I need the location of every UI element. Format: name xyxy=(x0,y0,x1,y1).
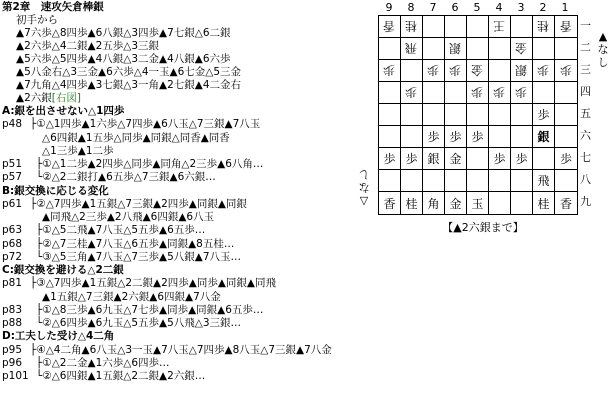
variation-line: ├②△7三桂▲7八玉△6五歩▲同銀▲8五桂… xyxy=(36,237,235,250)
sente-piece: 角 xyxy=(427,196,440,211)
row-label: 二 xyxy=(580,41,591,54)
board-square xyxy=(445,126,467,148)
board-square xyxy=(379,170,401,192)
board-square xyxy=(401,16,423,38)
intro-line: 初手から xyxy=(16,14,58,26)
sente-piece: 歩 xyxy=(515,152,528,166)
variation-line: ├①△1二歩▲2四歩△同歩▲同角△2三歩▲6八角… xyxy=(36,158,264,170)
sente-piece: 香 xyxy=(559,196,572,211)
sente-piece: 銀 xyxy=(427,152,440,166)
variation-line: └②△6四銀▲1五銀△2二銀▲2六銀… xyxy=(36,370,206,382)
sente-piece: 桂 xyxy=(537,196,550,211)
board-square xyxy=(379,148,401,170)
gote-piece: 桂 xyxy=(405,19,418,33)
board-square xyxy=(423,104,445,126)
board-square xyxy=(379,82,401,104)
board-square xyxy=(511,82,533,104)
board-square xyxy=(533,192,555,214)
board-square xyxy=(423,82,445,104)
row-label: 一 xyxy=(580,19,591,32)
board-square xyxy=(445,60,467,82)
section-heading: C:銀交換を避ける△2二銀 xyxy=(2,264,124,276)
gote-piece: 香 xyxy=(383,19,396,33)
board-square xyxy=(401,126,423,148)
sente-piece: 歩 xyxy=(493,152,506,166)
board-square xyxy=(533,16,555,38)
gote-piece: 歩 xyxy=(383,63,396,77)
page-ref: p95 xyxy=(2,343,23,356)
gote-hand xyxy=(596,30,610,69)
board-square xyxy=(379,16,401,38)
variation-line: └③△5三角▲7八玉△7三歩▲5八銀▲7八玉… xyxy=(36,250,242,263)
page-ref: p72 xyxy=(2,250,23,263)
board-square xyxy=(533,126,555,148)
column-label: 3 xyxy=(517,1,525,14)
variation-line: ├①△8三歩▲6九玉△7七歩▲同歩▲同銀▲6五歩… xyxy=(36,303,264,316)
board-square xyxy=(489,126,511,148)
gote-piece: 銀 xyxy=(515,63,528,77)
gote-piece: 歩 xyxy=(449,63,462,77)
sente-piece: 香 xyxy=(383,196,396,211)
board-square xyxy=(555,104,577,126)
board-square xyxy=(445,104,467,126)
board-square xyxy=(379,104,401,126)
board-square xyxy=(555,170,577,192)
board-square xyxy=(379,60,401,82)
board-square xyxy=(423,192,445,214)
board-square xyxy=(445,148,467,170)
intro-tag: [右図] xyxy=(51,92,81,104)
section-heading: B:銀交換に応じる変化 xyxy=(2,184,109,197)
row-label: 五 xyxy=(580,107,591,120)
board-square xyxy=(533,104,555,126)
row-label: 三 xyxy=(580,63,591,76)
board-square xyxy=(511,148,533,170)
board-square xyxy=(489,60,511,82)
board-square xyxy=(511,170,533,192)
column-label: 5 xyxy=(473,1,481,14)
page-ref: p101 xyxy=(2,370,29,382)
row-label: 九 xyxy=(580,195,591,208)
row-label: 四 xyxy=(580,85,591,98)
board-square xyxy=(379,38,401,60)
board-square xyxy=(423,148,445,170)
gote-piece: 金 xyxy=(471,63,484,77)
gote-piece: 歩 xyxy=(405,85,418,99)
gote-piece: 金 xyxy=(515,41,528,55)
board-square xyxy=(489,192,511,214)
sente-hand xyxy=(357,168,371,207)
board-square xyxy=(511,16,533,38)
gote-piece: 銀 xyxy=(449,41,462,55)
gote-piece: 桂 xyxy=(537,19,550,33)
page-ref: p48 xyxy=(2,118,23,131)
sente-piece: 歩 xyxy=(383,152,396,166)
board-square xyxy=(445,38,467,60)
variation-line: ├③△7四歩▲1五銀△2二銀▲2四歩▲同歩▲同銀▲同飛 xyxy=(30,277,276,290)
column-label: 7 xyxy=(429,1,437,14)
board-square xyxy=(379,192,401,214)
column-label: 4 xyxy=(495,1,503,14)
board-square xyxy=(511,104,533,126)
shogi-board xyxy=(378,15,578,215)
board-square xyxy=(555,148,577,170)
intro-line: ▲5六歩△5四歩▲4八銀△3二金▲4八銀▲6六歩 xyxy=(16,53,231,65)
row-label: 七 xyxy=(580,151,591,164)
gote-hand-text: ▲なし xyxy=(597,30,609,69)
column-label: 8 xyxy=(407,1,415,14)
board-square xyxy=(533,38,555,60)
board-square xyxy=(467,104,489,126)
board-square xyxy=(555,126,577,148)
board-square xyxy=(489,170,511,192)
board-square xyxy=(401,192,423,214)
board-square xyxy=(423,60,445,82)
row-label: 八 xyxy=(580,173,591,186)
intro-line: ▲2六歩△4二銀▲2五歩△3三銀 xyxy=(16,40,160,52)
board-square xyxy=(533,148,555,170)
sente-piece: 金 xyxy=(449,152,462,166)
intro-line: ▲5八金右△3三金▲6六歩△4一玉▲6七金△5三金 xyxy=(16,66,242,78)
sente-piece: 歩 xyxy=(559,152,572,166)
board-square xyxy=(467,192,489,214)
page-ref: p51 xyxy=(2,158,23,170)
board-square xyxy=(555,16,577,38)
board-square xyxy=(511,126,533,148)
sente-piece: 歩 xyxy=(537,108,550,122)
board-square xyxy=(423,170,445,192)
board-square xyxy=(401,104,423,126)
variation-line: ├②△7四歩▲1五銀△7三銀▲2四歩▲同銀▲同銀 xyxy=(30,197,247,210)
board-square xyxy=(445,192,467,214)
variation-line: ▲1五銀△7三銀▲2六銀▲6四銀▲7八金 xyxy=(42,290,221,303)
board-square xyxy=(445,82,467,104)
board-square xyxy=(533,170,555,192)
board-square xyxy=(401,38,423,60)
gote-piece: 歩 xyxy=(427,63,440,77)
sente-piece: 歩 xyxy=(471,130,484,144)
section-heading: D:工夫した受け△4二角 xyxy=(2,330,115,343)
section-heading: A:銀を出させない△1四歩 xyxy=(2,105,125,117)
board-square xyxy=(511,38,533,60)
board-square xyxy=(511,60,533,82)
page-ref: p57 xyxy=(2,171,23,184)
board-square xyxy=(401,170,423,192)
page-ref: p96 xyxy=(2,356,23,369)
variation-line: ├①△2二金▲1六歩△6四歩… xyxy=(36,356,170,369)
column-label: 2 xyxy=(539,1,547,14)
board-square xyxy=(379,126,401,148)
page-ref: p61 xyxy=(2,197,23,210)
gote-piece: 歩 xyxy=(559,63,572,77)
intro-line: ▲2六銀[右図] xyxy=(16,92,81,104)
board-square xyxy=(467,16,489,38)
sente-piece: 金 xyxy=(449,196,462,211)
variation-line: └②△2二銀打▲6五歩△7三銀▲6六銀… xyxy=(36,171,216,184)
board-square xyxy=(511,192,533,214)
page-ref: p63 xyxy=(2,224,23,237)
gote-piece: 王 xyxy=(493,19,506,33)
row-label: 六 xyxy=(580,129,591,142)
board-square xyxy=(445,16,467,38)
variation-line: △6四銀▲1五歩△同歩▲同銀△同香▲同香 xyxy=(42,131,230,144)
gote-piece: 歩 xyxy=(537,63,550,77)
page-ref: p68 xyxy=(2,237,23,250)
board-square xyxy=(533,60,555,82)
intro-line: ▲7六歩△8四歩▲6八銀△3四歩▲7七銀△6二銀 xyxy=(16,27,231,39)
sente-piece: 桂 xyxy=(405,196,418,211)
board-square xyxy=(467,170,489,192)
board-square xyxy=(423,16,445,38)
page-ref: p81 xyxy=(2,277,23,290)
page-ref: p83 xyxy=(2,303,23,316)
variation-line: ├①△5二飛▲7八玉△5五歩▲6五歩… xyxy=(36,224,206,237)
column-label: 9 xyxy=(385,1,393,14)
board-square xyxy=(533,82,555,104)
variation-line: ▲同飛△2三歩▲2八飛▲6四銀▲6八玉 xyxy=(42,211,215,223)
variation-line: △1三歩▲1二歩 xyxy=(42,144,114,157)
gote-piece: 飛 xyxy=(405,41,418,55)
sente-piece: 玉 xyxy=(471,196,484,211)
variation-line: ├①△1四歩▲1六歩△7四歩▲6八玉△7三銀▲7八玉 xyxy=(30,118,261,131)
board-square xyxy=(489,148,511,170)
sente-hand-text: なし xyxy=(358,168,370,194)
gote-piece: 歩 xyxy=(493,85,506,99)
board-square xyxy=(467,126,489,148)
variation-line: ├④△4二角▲6八玉△3一玉▲7八玉△7四歩▲8八玉△7三銀▲7八金 xyxy=(30,343,332,356)
sente-piece: 歩 xyxy=(449,130,462,144)
column-labels xyxy=(378,1,577,15)
board-square xyxy=(445,170,467,192)
sente-piece: 歩 xyxy=(427,130,440,144)
gote-piece: 歩 xyxy=(515,85,528,99)
board-square xyxy=(423,126,445,148)
board-square xyxy=(555,60,577,82)
board-square xyxy=(401,82,423,104)
board-square xyxy=(467,148,489,170)
board-square xyxy=(489,38,511,60)
chapter-title: 第2章 速攻矢倉棒銀 xyxy=(2,1,104,13)
board-square xyxy=(555,38,577,60)
board-caption: 【▲2六銀まで】 xyxy=(442,221,524,234)
variation-line: └②△6四歩▲6九玉△5五歩▲5八飛△3三銀… xyxy=(36,317,242,329)
column-label: 6 xyxy=(451,1,459,14)
board-square xyxy=(489,104,511,126)
board-square xyxy=(467,82,489,104)
gote-piece: 香 xyxy=(559,19,572,33)
column-label: 1 xyxy=(561,1,569,14)
board-square xyxy=(555,192,577,214)
sente-mark: ▽ xyxy=(359,194,369,207)
page-ref: p88 xyxy=(2,317,23,329)
sente-piece: 歩 xyxy=(405,152,418,166)
board-square xyxy=(401,148,423,170)
board-square xyxy=(401,60,423,82)
sente-piece: 飛 xyxy=(537,174,550,188)
board-square xyxy=(467,38,489,60)
board-square xyxy=(555,82,577,104)
board-square xyxy=(467,60,489,82)
gote-piece: 歩 xyxy=(471,85,484,99)
board-square xyxy=(489,16,511,38)
intro-line: ▲7九角△4四歩▲3七銀△3一角▲2七銀▲4二金右 xyxy=(16,79,242,91)
board-square xyxy=(489,82,511,104)
sente-piece: 銀 xyxy=(537,130,550,144)
board-square xyxy=(423,38,445,60)
